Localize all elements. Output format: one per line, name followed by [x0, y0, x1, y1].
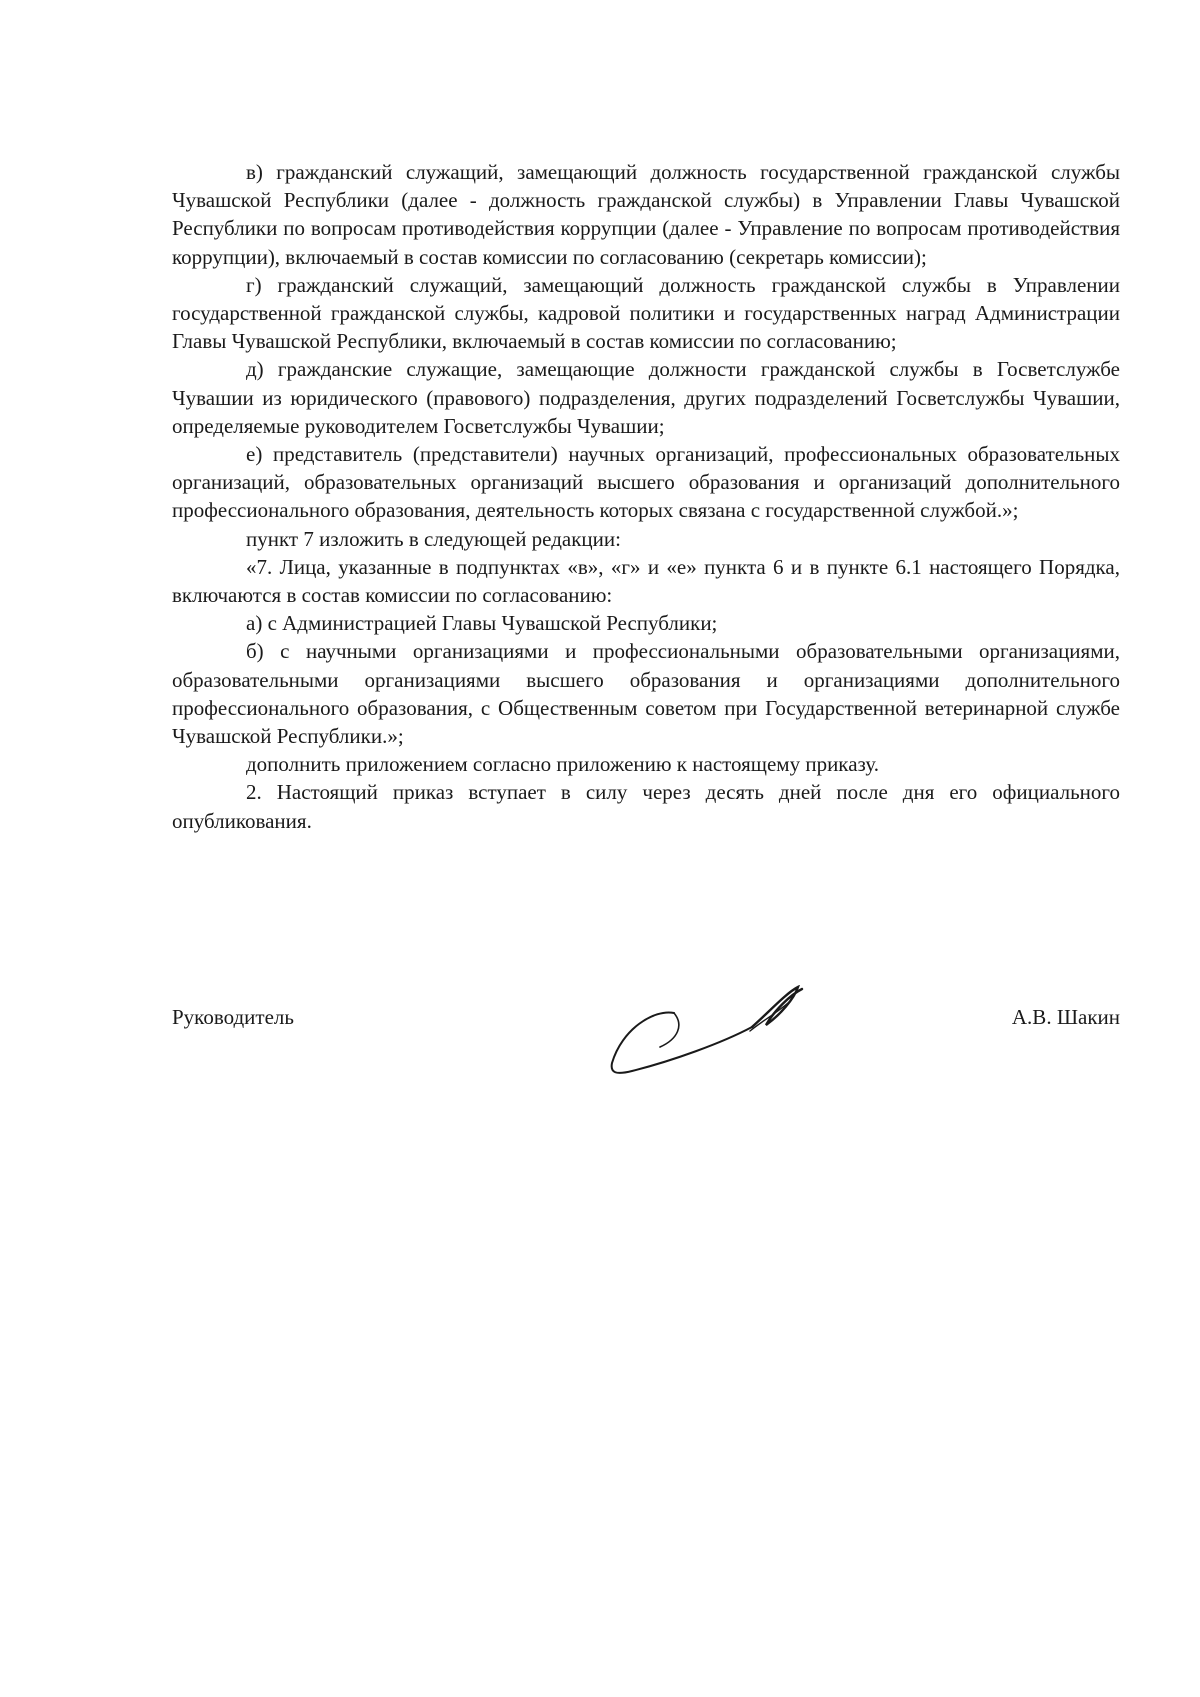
paragraph-point-7: «7. Лица, указанные в подпунктах «в», «г» и «е» пункта 6 и в пункте 6.1 настоящего Порядка, включаются в состав комиссии по согласованию: [172, 554, 1120, 608]
paragraph-item-v: в) гражданский служащий, замещающий должность государственной гражданской службы Чувашской Республики (далее - должность гражданской службы) в Управлении Главы Чувашской Республики по вопросам противодействия коррупции (далее - Управление по вопросам противодействия коррупции), включаемый в состав комиссии по согласованию (секретарь комиссии); [172, 160, 1120, 269]
paragraph-item-e: е) представитель (представители) научных организаций, профессиональных образовательных организаций, образовательных организаций высшего образования и организаций дополнительного профессионального образования, деятельность которых связана с государственной службой.»; [172, 442, 1120, 523]
signatory-name: А.В. Шакин [1011, 1005, 1120, 1029]
paragraph-item-b: б) с научными организациями и профессиональными образовательными организациями, образовательными организациями высшего образования и организациями дополнительного профессионального образования, с Общественным советом при Государственной ветеринарной службе Чувашской Республики.»; [172, 639, 1120, 749]
paragraph-item-a: а) с Администрацией Главы Чувашской Республики; [246, 611, 718, 636]
signatory-role: Руководитель [172, 1005, 294, 1029]
paragraph-effective-date: 2. Настоящий приказ вступает в силу через десять дней после дня его официального опубликования. [172, 780, 1120, 833]
document-body [172, 158, 1120, 835]
paragraph-item-g: г) гражданский служащий, замещающий должность гражданской службы в Управлении государственной гражданской службы, кадровой политики и государственных наград Администрации Главы Чувашской Республики, включаемый в состав комиссии по согласованию; [172, 272, 1120, 354]
paragraph-appendix: дополнить приложением согласно приложению к настоящему приказу. [246, 752, 880, 777]
signature-block [172, 1005, 1120, 1125]
paragraph-item-d: д) гражданские служащие, замещающие должности гражданской службы в Госветслужбе Чувашии из юридического (правового) подразделения, других подразделений Госветслужбы Чувашии, определяемые руководителем Госветслужбы Чувашии; [172, 357, 1120, 438]
handwritten-signature [602, 985, 822, 1095]
paragraph-point-7-intro: пункт 7 изложить в следующей редакции: [246, 526, 621, 551]
